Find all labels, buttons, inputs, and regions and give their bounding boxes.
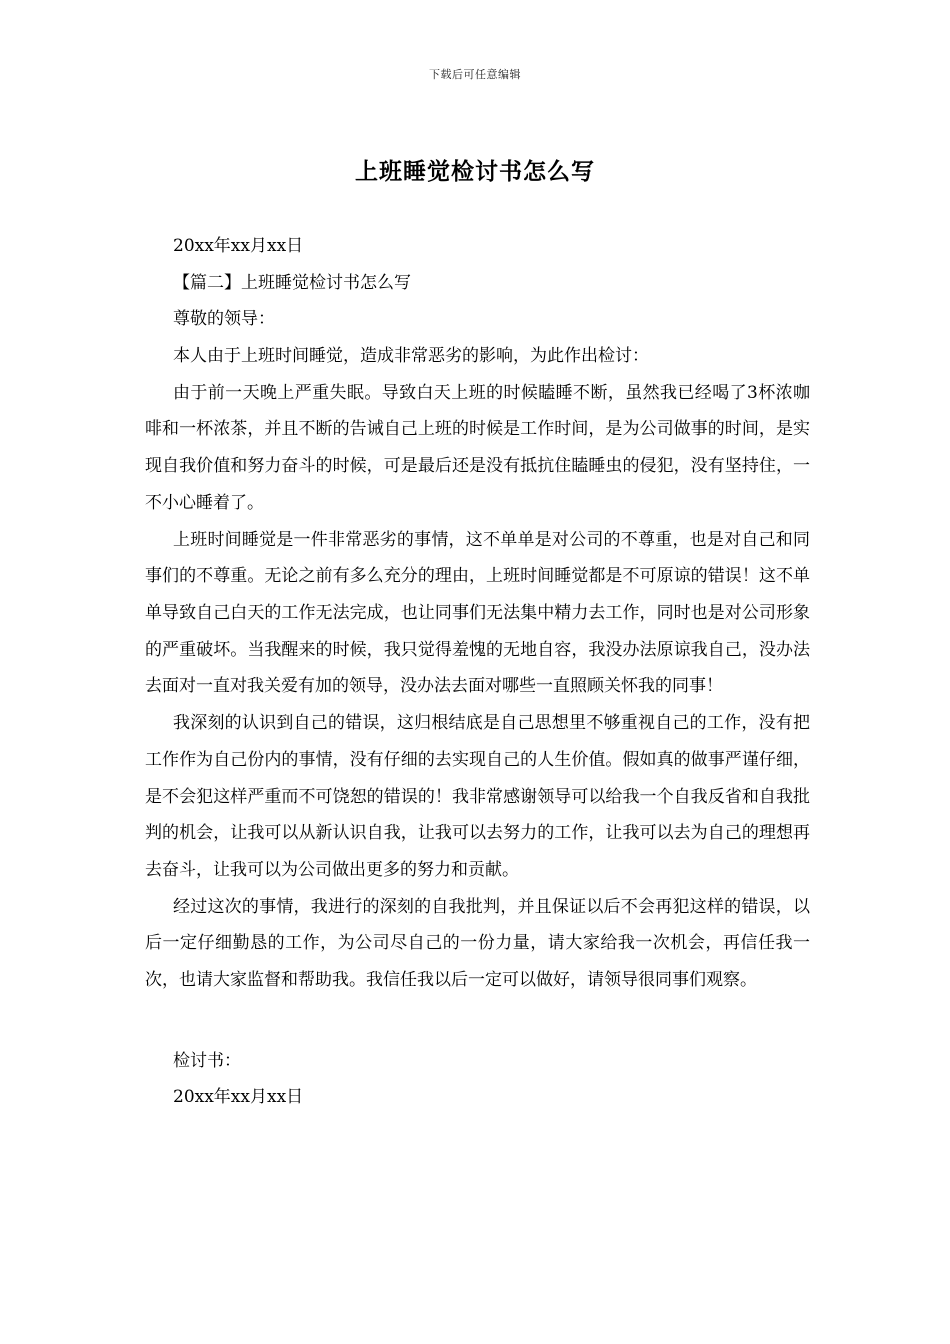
paragraph-severity: 上班时间睡觉是一件非常恶劣的事情，这不单单是对公司的不尊重，也是对自己和同事们的不尊重。无论之前有多么充分的理由，上班时间睡觉都是不可原谅的错误！这不单单导致自己白天的工作无法完成，也让同事们无法集中精力去工作，同时也是对公司形象的严重破坏。当我醒来的时候，我只觉得羞愧的无地自容，我没办法原谅我自己，没办法去面对一直对我关爱有加的领导，没办法去面对哪些一直照顾关怀我的同事！ [145,529,810,697]
date-line-top: 20xx年xx月xx日 [173,236,304,256]
paragraph-reason: 由于前一天晚上严重失眠。导致白天上班的时候瞌睡不断，虽然我已经喝了3杯浓咖啡和一杯浓茶，并且不断的告诫自己上班的时候是工作时间，是为公司做事的时间，是实现自我价值和努力奋斗的时候，可是最后还是没有抵抗住瞌睡虫的侵犯，没有坚持住，一不小心睡着了。 [145,382,810,513]
header-note: 下载后可任意编辑 [429,68,521,81]
section-heading: 【篇二】上班睡觉检讨书怎么写 [173,272,411,293]
document-body [145,228,810,1116]
spacer [145,999,810,1043]
paragraph-intro: 本人由于上班时间睡觉，造成非常恶劣的影响，为此作出检讨： [173,346,649,367]
page-title: 上班睡觉检讨书怎么写 [355,158,595,185]
paragraph-promise: 经过这次的事情，我进行的深刻的自我批判，并且保证以后不会再犯这样的错误，以后一定仔细勤恳的工作，为公司尽自己的一份力量，请大家给我一次机会，再信任我一次，也请大家监督和帮助我。我信任我以后一定可以做好，请领导很同事们观察。 [145,896,810,991]
salutation: 尊敬的领导： [173,309,275,330]
signature-label: 检讨书： [173,1050,241,1071]
date-line-bottom: 20xx年xx月xx日 [173,1087,304,1108]
paragraph-reflection: 我深刻的认识到自己的错误，这归根结底是自己思想里不够重视自己的工作，没有把工作作为自己份内的事情，没有仔细的去实现自己的人生价值。假如真的做事严谨仔细，是不会犯这样严重而不可饶恕的错误的！我非常感谢领导可以给我一个自我反省和自我批判的机会，让我可以从新认识自我，让我可以去努力的工作，让我可以去为自己的理想再去奋斗，让我可以为公司做出更多的努力和贡献。 [145,713,810,880]
